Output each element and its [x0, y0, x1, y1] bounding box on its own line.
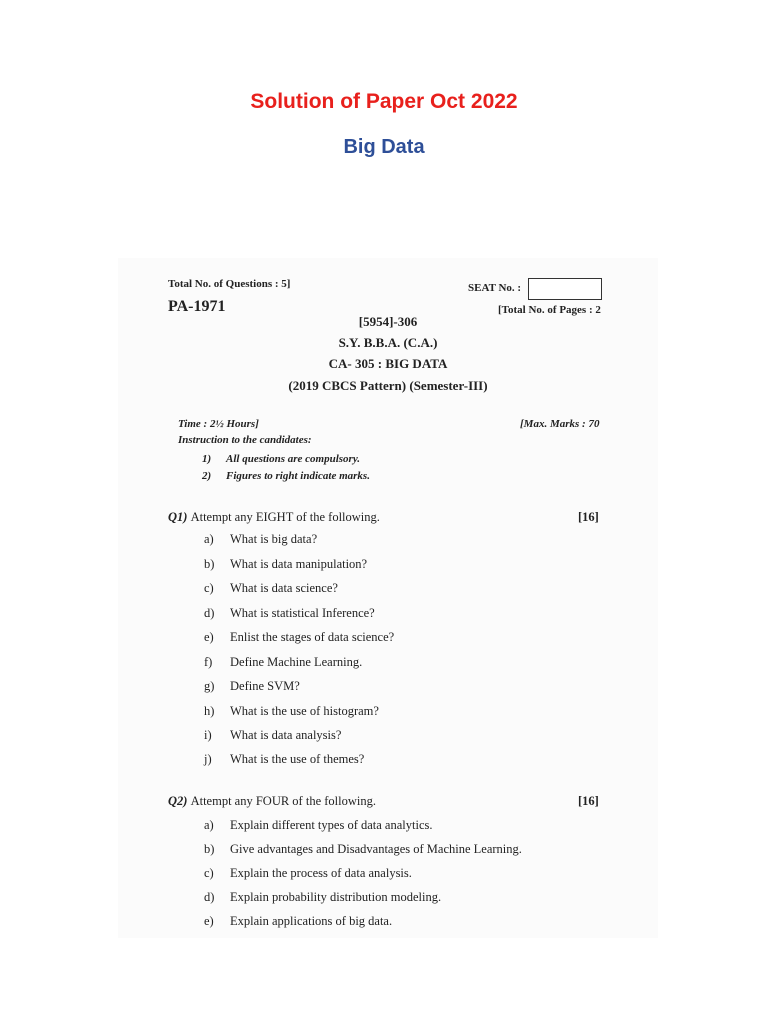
subject-name: CA- 305 : BIG DATA [328, 356, 448, 371]
paper-number: [5954]-306 [358, 314, 418, 329]
page-subtitle: Big Data [343, 136, 425, 158]
list-item: d) Explain probability distribution modeling. [204, 890, 442, 904]
exam-paper-scan [118, 258, 658, 938]
course-name: S.Y. B.B.A. (C.A.) [338, 335, 438, 350]
instruction-title: Instruction to the candidates: [178, 434, 312, 446]
list-item: a) What is big data? [204, 532, 318, 546]
total-questions: Total No. of Questions : 5] [168, 278, 291, 290]
time-label: Time : 2½ Hours] [178, 418, 259, 430]
list-item: e) Enlist the stages of data science? [204, 630, 395, 644]
list-item: c) Explain the process of data analysis. [204, 866, 412, 880]
max-marks: [Max. Marks : 70 [520, 418, 600, 430]
pattern-name: (2019 CBCS Pattern) (Semester-III) [288, 378, 488, 393]
list-item: d) What is statistical Inference? [204, 606, 375, 620]
list-item: b) What is data manipulation? [204, 557, 368, 571]
list-item: h) What is the use of histogram? [204, 704, 379, 718]
list-item: b) Give advantages and Disadvantages of Machine Learning. [204, 842, 522, 856]
total-pages: [Total No. of Pages : 2 [498, 304, 601, 316]
seat-no-label: SEAT No. : [468, 282, 522, 294]
list-item: f) Define Machine Learning. [204, 655, 363, 669]
list-item: g) Define SVM? [204, 679, 300, 693]
instruction-item: 1) All questions are compulsory. [202, 453, 361, 465]
question-heading: Q1) Attempt any EIGHT of the following. [168, 510, 380, 524]
instruction-item: 2) Figures to right indicate marks. [202, 470, 370, 482]
question-marks: [16] [578, 794, 599, 808]
list-item: i) What is data analysis? [204, 728, 342, 742]
page-title: Solution of Paper Oct 2022 [250, 90, 518, 113]
question-heading: Q2) Attempt any FOUR of the following. [168, 794, 376, 808]
question-marks: [16] [578, 510, 599, 524]
seat-no-box [528, 278, 602, 300]
list-item: j) What is the use of themes? [204, 752, 365, 766]
paper-code: PA-1971 [168, 298, 226, 315]
list-item: c) What is data science? [204, 581, 338, 595]
list-item: a) Explain different types of data analytics. [204, 818, 433, 832]
list-item: e) Explain applications of big data. [204, 914, 393, 928]
